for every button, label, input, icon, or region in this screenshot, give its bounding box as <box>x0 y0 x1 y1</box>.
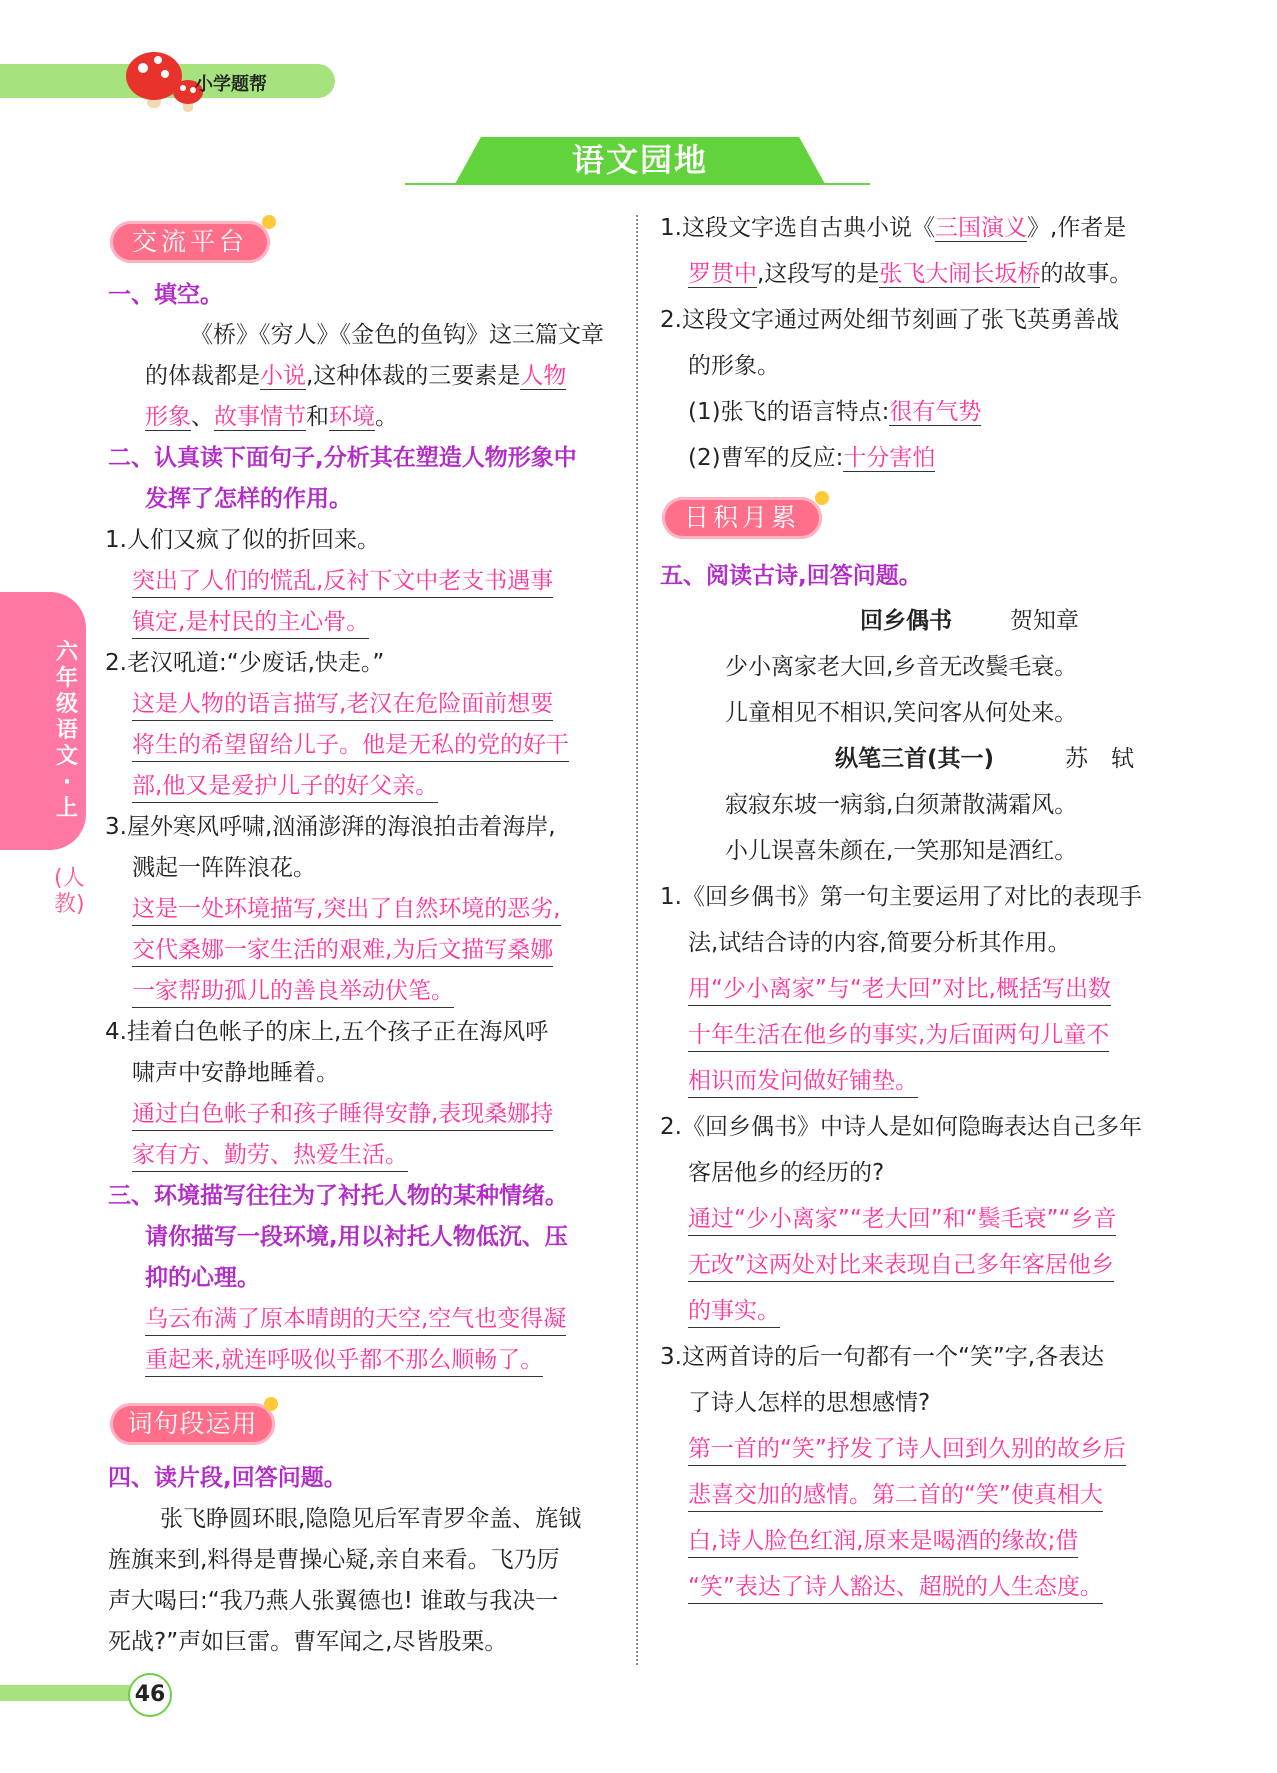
star-icon <box>262 215 276 229</box>
q4-title: 四、读片段,回答问题。 <box>108 1465 347 1491</box>
q1-line1: 《桥》《穷人》《金色的鱼钩》这三篇文章 <box>190 322 604 348</box>
p3-line2: 了诗人怎样的思想感情? <box>688 1390 931 1416</box>
star-icon <box>815 491 829 505</box>
p1-answer-2: 十年生活在他乡的事实,为后面两句儿童不 <box>688 1020 1109 1052</box>
p1-answer-1: 用“少小离家”与“老大回”对比,概括写出数 <box>688 974 1111 1006</box>
q2-item-2-answer-3: 部,他又是爱护儿子的好父亲。 <box>132 771 438 803</box>
side-tab-grade: 六年级语文·上 <box>55 640 78 821</box>
section-pill-usage: 词句段运用 <box>110 1403 275 1445</box>
poem2-author: 苏 轼 <box>1065 746 1134 772</box>
q3-title-2: 请你描写一段环境,用以衬托人物低沉、压 <box>145 1224 568 1250</box>
r1-line1: 1.这段文字选自古典小说《三国演义》,作者是 <box>660 215 1127 241</box>
page-title: 语文园地 <box>571 141 708 179</box>
poem2-line1: 寂寂东坡一病翁,白须萧散满霜风。 <box>725 792 1078 818</box>
footer-bar <box>0 1685 140 1701</box>
r2-sub1: (1)张飞的语言特点:很有气势 <box>688 399 982 425</box>
q4-passage-4: 死战?”声如巨雷。曹军闻之,尽皆股栗。 <box>108 1629 508 1655</box>
q4-passage-3: 声大喝曰:“我乃燕人张翼德也! 谁敢与我决一 <box>108 1588 559 1614</box>
q2-item-2-answer-2: 将生的希望留给儿子。他是无私的党的好干 <box>132 730 569 762</box>
q2-item-3-line2: 溅起一阵阵浪花。 <box>132 855 316 881</box>
q2-item-4-line2: 啸声中安静地睡着。 <box>132 1060 339 1086</box>
q4-passage-1: 张飞睁圆环眼,隐隐见后军青罗伞盖、旄钺 <box>160 1506 582 1532</box>
p2-answer-3: 的事实。 <box>688 1296 780 1328</box>
page-number: 46 <box>128 1673 172 1717</box>
section-pill-exchange: 交流平台 <box>110 221 270 263</box>
r1-line2: 罗贯中,这段写的是张飞大闹长坂桥的故事。 <box>688 261 1133 287</box>
p1-line2: 法,试结合诗的内容,简要分析其作用。 <box>688 930 1071 956</box>
q1-title: 一、填空。 <box>108 282 223 308</box>
q2-item-3-answer-2: 交代桑娜一家生活的艰难,为后文描写桑娜 <box>132 935 553 967</box>
q2-item-1-answer-2: 镇定,是村民的主心骨。 <box>132 607 369 639</box>
poem2-title: 纵笔三首(其一) <box>835 746 995 772</box>
q2-title-2: 发挥了怎样的作用。 <box>145 486 352 512</box>
q2-item-1-answer-1: 突出了人们的慌乱,反衬下文中老支书遇事 <box>132 566 553 598</box>
p3-answer-3: 白,诗人脸色红润,原来是喝酒的缘故;借 <box>688 1526 1078 1558</box>
q3-answer-1: 乌云布满了原本晴朗的天空,空气也变得凝 <box>145 1304 566 1336</box>
p2-answer-2: 无改”这两处对比来表现自己多年客居他乡 <box>688 1250 1114 1282</box>
column-divider <box>636 215 638 1665</box>
poem1-author: 贺知章 <box>1010 608 1079 634</box>
q2-item-4-line1: 4.挂着白色帐子的床上,五个孩子正在海风呼 <box>105 1019 549 1045</box>
p3-answer-4: “笑”表达了诗人豁达、超脱的人生态度。 <box>688 1572 1103 1604</box>
q2-item-4-answer-1: 通过白色帐子和孩子睡得安静,表现桑娜持 <box>132 1099 553 1131</box>
poem1-title: 回乡偶书 <box>860 608 952 634</box>
p3-answer-2: 悲喜交加的感情。第二首的“笑”使真相大 <box>688 1480 1103 1512</box>
poem2-line2: 小儿误喜朱颜在,一笑那知是酒红。 <box>725 838 1078 864</box>
p3-answer-1: 第一首的“笑”抒发了诗人回到久别的故乡后 <box>688 1434 1126 1466</box>
q3-title-1: 三、环境描写往往为了衬托人物的某种情绪。 <box>108 1183 568 1209</box>
q3-answer-2: 重起来,就连呼吸似乎都不那么顺畅了。 <box>145 1345 543 1377</box>
poem1-line2: 儿童相见不相识,笑问客从何处来。 <box>725 700 1078 726</box>
p2-line2: 客居他乡的经历的? <box>688 1160 885 1186</box>
poem1-line1: 少小离家老大回,乡音无改鬓毛衰。 <box>725 654 1078 680</box>
p2-line1: 2.《回乡偶书》中诗人是如何隐晦表达自己多年 <box>660 1114 1142 1140</box>
side-tab-edition: (人教) <box>54 866 85 917</box>
q2-item-4-answer-2: 家有方、勤劳、热爱生活。 <box>132 1140 408 1172</box>
r2-line1: 2.这段文字通过两处细节刻画了张飞英勇善战 <box>660 307 1119 333</box>
q2-item-3-answer-3: 一家帮助孤儿的善良举动伏笔。 <box>132 976 454 1008</box>
q2-item-3-line1: 3.屋外寒风呼啸,汹涌澎湃的海浪拍击着海岸, <box>105 814 556 840</box>
q1-line3: 形象、故事情节和环境。 <box>145 404 398 430</box>
p3-line1: 3.这两首诗的后一句都有一个“笑”字,各表达 <box>660 1344 1105 1370</box>
p2-answer-1: 通过“少小离家”“老大回”和“鬓毛衰”“乡音 <box>688 1204 1116 1236</box>
brand-label: 小学题帮 <box>195 74 267 95</box>
q2-item-2-answer-1: 这是人物的语言描写,老汉在危险面前想要 <box>132 689 553 721</box>
q3-title-3: 抑的心理。 <box>145 1265 260 1291</box>
q4-passage-2: 旌旗来到,料得是曹操心疑,亲自来看。飞乃厉 <box>108 1547 560 1573</box>
r2-line2: 的形象。 <box>688 353 780 379</box>
p1-line1: 1.《回乡偶书》第一句主要运用了对比的表现手 <box>660 884 1142 910</box>
q2-item-2: 2.老汉吼道:“少废话,快走。” <box>105 650 385 676</box>
q1-line2: 的体裁都是小说,这种体裁的三要素是人物 <box>145 363 567 389</box>
r2-sub2: (2)曹军的反应:十分害怕 <box>688 445 936 471</box>
section-pill-accumulate: 日积月累 <box>662 497 822 539</box>
q2-item-3-answer-1: 这是一处环境描写,突出了自然环境的恶劣, <box>132 894 561 926</box>
star-icon <box>264 1397 278 1411</box>
q2-item-1: 1.人们又疯了似的折回来。 <box>105 527 380 553</box>
q5-title: 五、阅读古诗,回答问题。 <box>660 563 922 589</box>
q2-title-1: 二、认真读下面句子,分析其在塑造人物形象中 <box>108 445 577 471</box>
p1-answer-3: 相识而发问做好铺垫。 <box>688 1066 918 1098</box>
